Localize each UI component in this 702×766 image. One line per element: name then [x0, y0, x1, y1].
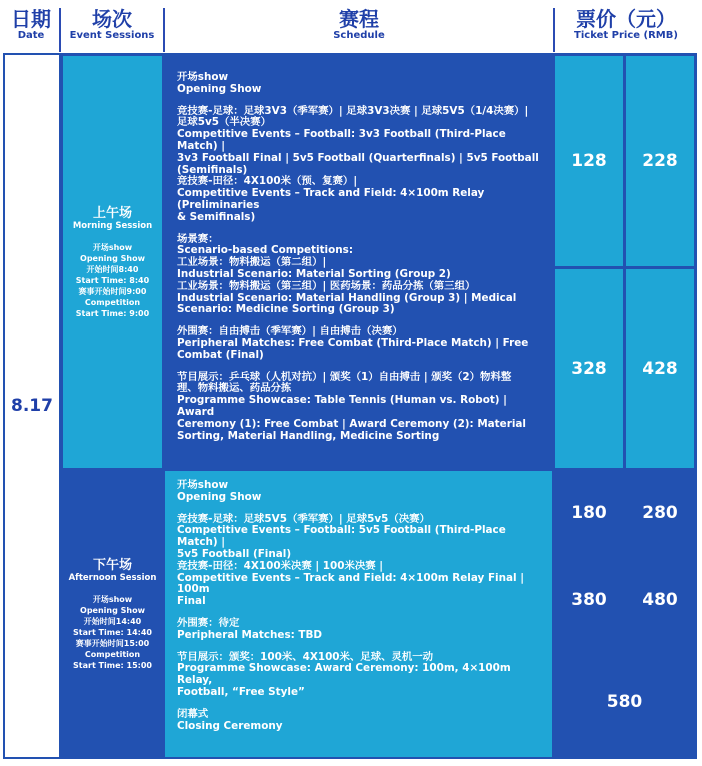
afternoon-schedule: [165, 471, 552, 757]
schedule-line: Competitive Events – Track and Field: 4×100m Relay Final | 100m: [177, 571, 524, 596]
price-cell-afternoon-5: [555, 646, 694, 757]
header-session-zh: 场次: [92, 7, 132, 31]
morning-session-cell: [63, 56, 162, 468]
schedule-line: 闭幕式: [177, 707, 209, 720]
schedule-line: Industrial Scenario: Material Handling (Group 3) | Medical: [177, 291, 517, 304]
morning-sched-block: [177, 106, 546, 224]
afternoon-info-2: 开始时间14:40: [83, 616, 142, 626]
date-cell: [3, 53, 61, 759]
schedule-line: Competitive Events – Football: 5v5 Football (Third-Place Match) |: [177, 524, 506, 549]
schedule-line: 开场show: [177, 71, 229, 83]
schedule-line: 竞技赛-足球：足球3V3（季军赛）| 足球3V3决赛 | 足球5V5（1/4决赛）|: [177, 104, 529, 117]
schedule-line: & Semifinals): [177, 210, 256, 223]
morning-info-3: Start Time: 8:40: [75, 275, 150, 285]
price-cell-afternoon-2: [626, 471, 694, 554]
schedule-line: Peripheral Matches: TBD: [177, 628, 323, 641]
schedule-line: Competitive Events – Track and Field: 4×100m Relay (Preliminaries: [177, 187, 485, 211]
afternoon-sched-block: [177, 480, 546, 504]
price-cell-afternoon-3: [555, 557, 623, 643]
header-schedule: [165, 8, 555, 52]
schedule-line: Scenario-based Competitions:: [177, 244, 353, 257]
schedule-line: 工业场景：物料搬运（第二组）|: [177, 256, 327, 269]
price-value: 480: [642, 590, 678, 610]
price-cell-morning-4: [626, 269, 694, 468]
header-session-en: Event Sessions: [69, 30, 155, 41]
price-cell-morning-3: [555, 269, 623, 468]
morning-title-en: Morning Session: [72, 220, 153, 231]
afternoon-info-4: 赛事开始时间15:00: [75, 638, 150, 648]
schedule-line: 节目展示：颁奖：100米、4X100米、足球、灵机一动: [177, 650, 434, 663]
price-cell-afternoon-4: [626, 557, 694, 643]
morning-schedule: [165, 56, 552, 468]
morning-info-0: 开场show: [92, 242, 133, 252]
schedule-line: Football, “Free Style”: [177, 685, 305, 698]
header-schedule-zh: 赛程: [339, 7, 379, 31]
morning-info-5: Competition: [84, 297, 141, 307]
price-cell-morning-1: [555, 56, 623, 266]
schedule-line: Peripheral Matches: Free Combat (Third-Place Match) | Free: [177, 336, 529, 349]
price-cell-afternoon-1: [555, 471, 623, 554]
header-session: [61, 8, 165, 52]
schedule-line: Scenario: Medicine Sorting (Group 3): [177, 303, 395, 316]
schedule-line: Competitive Events – Football: 3v3 Football (Third-Place Match) |: [177, 128, 506, 152]
price-value: 280: [642, 502, 678, 523]
schedule-line: 5v5 Football (Final): [177, 547, 292, 560]
schedule-line: 外围赛：待定: [177, 616, 240, 629]
afternoon-sched-block: [177, 514, 546, 608]
morning-sched-block: [177, 326, 546, 361]
schedule-line: Combat (Final): [177, 348, 264, 361]
morning-info-4: 赛事开始时间9:00: [78, 286, 147, 296]
price-value: 380: [571, 590, 607, 610]
schedule-line: Sorting, Material Handling, Medicine Sorting: [177, 429, 440, 442]
schedule-line: Programme Showcase: Table Tennis (Human vs. Robot) | Award: [177, 394, 507, 418]
schedule-line: 场景赛：: [177, 232, 219, 245]
schedule-line: Opening Show: [177, 82, 262, 95]
afternoon-sched-block: [177, 618, 546, 642]
schedule-line: Opening Show: [177, 490, 262, 503]
afternoon-title-en: Afternoon Session: [68, 572, 157, 583]
schedule-line: 3v3 Football Final | 5v5 Football (Quarterfinals) | 5v5 Football: [177, 151, 539, 164]
morning-info-1: Opening Show: [80, 253, 145, 263]
schedule-line: 竞技赛-足球：足球5V5（季军赛）| 足球5v5（决赛）: [177, 512, 430, 525]
schedule-line: 节目展示：乒乓球（人机对抗）| 颁奖（1）自由搏击 | 颁奖（2）物料整: [177, 370, 512, 383]
price-value: 228: [642, 151, 678, 171]
schedule-line: (Semifinals): [177, 163, 248, 176]
header-date-zh: 日期: [11, 7, 51, 31]
header-price-zh: 票价（元）: [576, 7, 676, 31]
morning-sched-block: [177, 72, 546, 96]
header-price-en: Ticket Price (RMB): [574, 30, 678, 41]
morning-sched-block: [177, 372, 546, 443]
price-value: 180: [571, 502, 607, 523]
price-cell-morning-2: [626, 56, 694, 266]
afternoon-session-cell: [63, 471, 162, 757]
schedule-line: 外围赛：自由搏击（季军赛）| 自由搏击（决赛）: [177, 325, 403, 338]
afternoon-info-0: 开场show: [92, 594, 133, 604]
morning-title-zh: 上午场: [92, 205, 132, 221]
price-value: 428: [642, 358, 678, 379]
afternoon-title-zh: 下午场: [92, 557, 132, 573]
header-schedule-en: Schedule: [333, 30, 385, 41]
price-value: 128: [571, 151, 607, 171]
schedule-line: Ceremony (1): Free Combat | Award Ceremony (2): Material: [177, 417, 526, 430]
schedule-line: Programme Showcase: Award Ceremony: 100m, 4×100m Relay,: [177, 662, 511, 687]
schedule-line: Industrial Scenario: Material Sorting (Group 2): [177, 267, 451, 280]
header-price: [555, 8, 697, 52]
schedule-line: 开场show: [177, 479, 229, 491]
schedule-line: Closing Ceremony: [177, 719, 283, 732]
afternoon-info-5: Competition: [84, 649, 141, 659]
schedule-line: 理、物料搬运、药品分拣: [177, 382, 292, 395]
schedule-line: 竞技赛-田径：4X100米决赛 | 100米决赛 |: [177, 559, 384, 572]
price-value: 580: [606, 691, 643, 712]
afternoon-sched-block: [177, 652, 546, 699]
schedule-line: Final: [177, 595, 206, 608]
morning-info-6: Start Time: 9:00: [75, 308, 150, 318]
schedule-line: 工业场景：物料搬运（第三组）| 医药场景：药品分拣（第三组）: [177, 279, 476, 292]
afternoon-sched-block: [177, 709, 546, 733]
date-value: 8.17: [11, 396, 53, 416]
header-date: [3, 8, 61, 52]
afternoon-info-3: Start Time: 14:40: [73, 627, 152, 637]
schedule-line: 足球5v5（半决赛）: [177, 116, 271, 129]
morning-sched-block: [177, 234, 546, 317]
schedule-line: 竞技赛-田径：4X100米（预、复赛）|: [177, 175, 358, 188]
price-value: 328: [571, 358, 607, 379]
header-date-en: Date: [17, 30, 45, 41]
afternoon-info-6: Start Time: 15:00: [73, 660, 152, 670]
afternoon-info-1: Opening Show: [80, 605, 145, 615]
morning-info-2: 开始时间8:40: [86, 264, 139, 274]
